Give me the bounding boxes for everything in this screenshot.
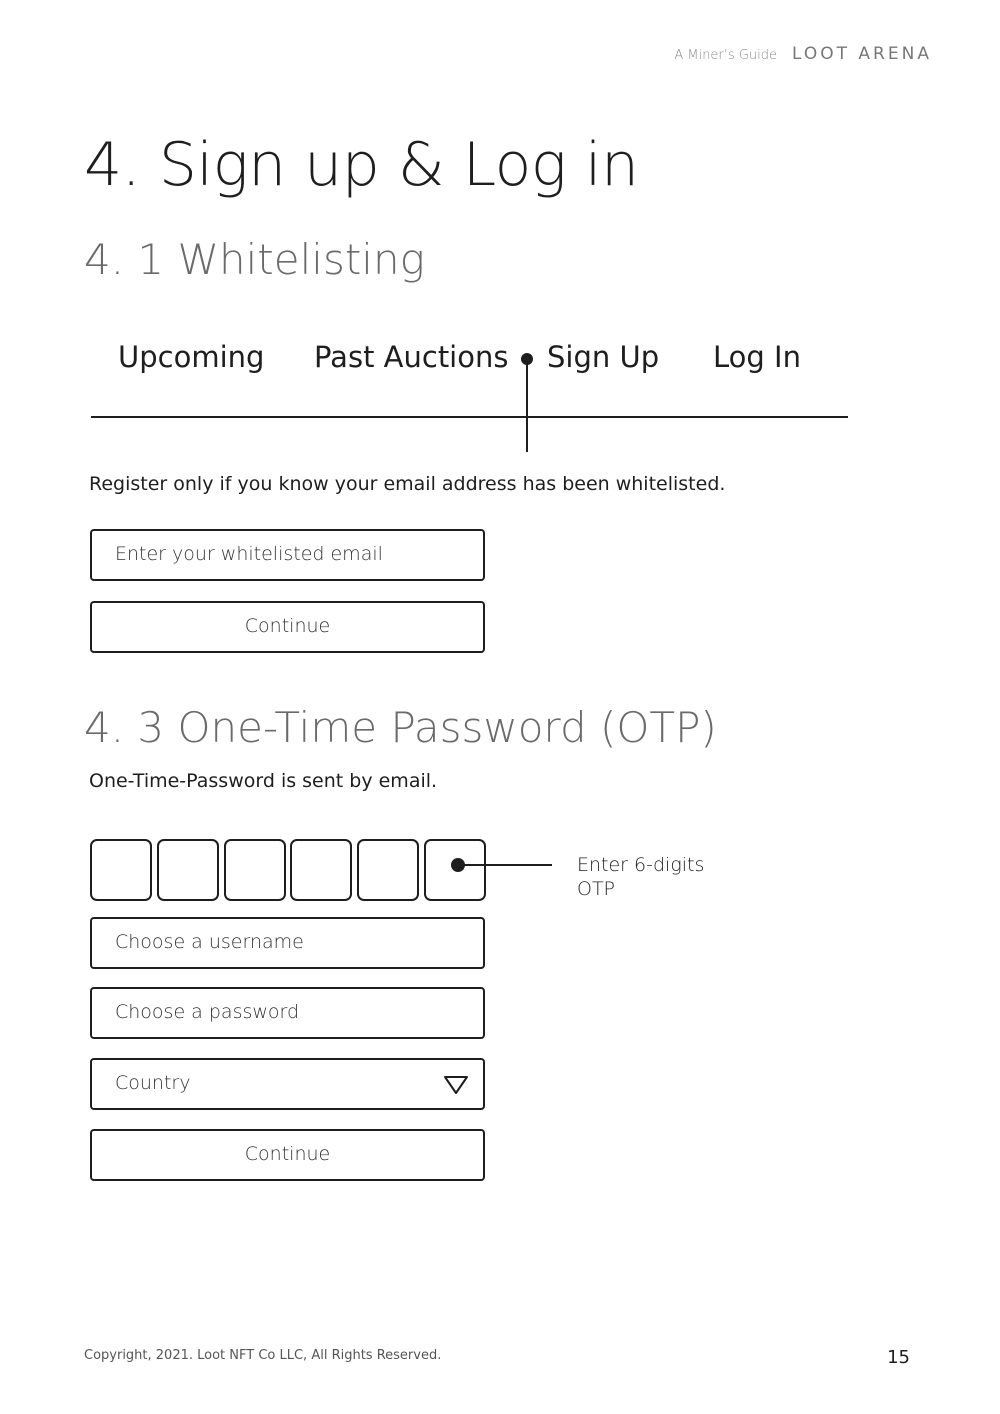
whitelisted-email-field[interactable]	[90, 529, 485, 581]
username-placeholder: Choose a username	[115, 931, 304, 953]
triangle-down-icon	[443, 1074, 469, 1096]
continue-label: Continue	[244, 615, 331, 637]
username-field[interactable]	[90, 917, 485, 969]
otp-digit-2[interactable]	[157, 839, 219, 901]
email-placeholder: Enter your whitelisted email	[115, 543, 383, 565]
otp-callout-line-2: OTP	[577, 878, 616, 900]
tab-past-auctions[interactable]: Past Auctions	[314, 340, 509, 374]
whitelisting-heading: 4. 1 Whitelisting	[84, 235, 425, 284]
otp-digit-5[interactable]	[357, 839, 419, 901]
otp-callout-dot	[451, 858, 465, 872]
password-placeholder: Choose a password	[115, 1001, 300, 1023]
tab-upcoming[interactable]: Upcoming	[118, 340, 265, 374]
otp-digit-4[interactable]	[290, 839, 352, 901]
whitelist-instruction: Register only if you know your email address has been whitelisted.	[89, 473, 726, 495]
whitelist-continue-button[interactable]	[90, 601, 485, 653]
country-select[interactable]	[90, 1058, 485, 1110]
password-field[interactable]	[90, 987, 485, 1039]
otp-digit-3[interactable]	[224, 839, 286, 901]
tab-sign-up[interactable]: Sign Up	[547, 340, 660, 374]
otp-callout	[577, 853, 704, 901]
country-label: Country	[115, 1072, 191, 1094]
selected-tab-pointer	[526, 358, 528, 452]
otp-heading: 4. 3 One-Time Password (OTP)	[84, 703, 717, 752]
page-title: 4. Sign up & Log in	[84, 130, 639, 200]
otp-description: One-Time-Password is sent by email.	[89, 770, 438, 792]
brand-logo: LOOT ARENA	[792, 44, 932, 64]
continue-label: Continue	[244, 1143, 331, 1165]
otp-digit-1[interactable]	[90, 839, 152, 901]
otp-continue-button[interactable]	[90, 1129, 485, 1181]
page-number: 15	[887, 1347, 910, 1368]
selected-tab-indicator-dot	[521, 353, 533, 365]
copyright-notice: Copyright, 2021. Loot NFT Co LLC, All Rights Reserved.	[84, 1348, 442, 1363]
otp-callout-leader-line	[458, 864, 552, 866]
tab-underline	[91, 416, 848, 418]
otp-callout-line-1: Enter 6-digits	[577, 854, 705, 876]
guide-label: A Miner’s Guide	[674, 48, 777, 63]
tab-log-in[interactable]: Log In	[713, 340, 801, 374]
